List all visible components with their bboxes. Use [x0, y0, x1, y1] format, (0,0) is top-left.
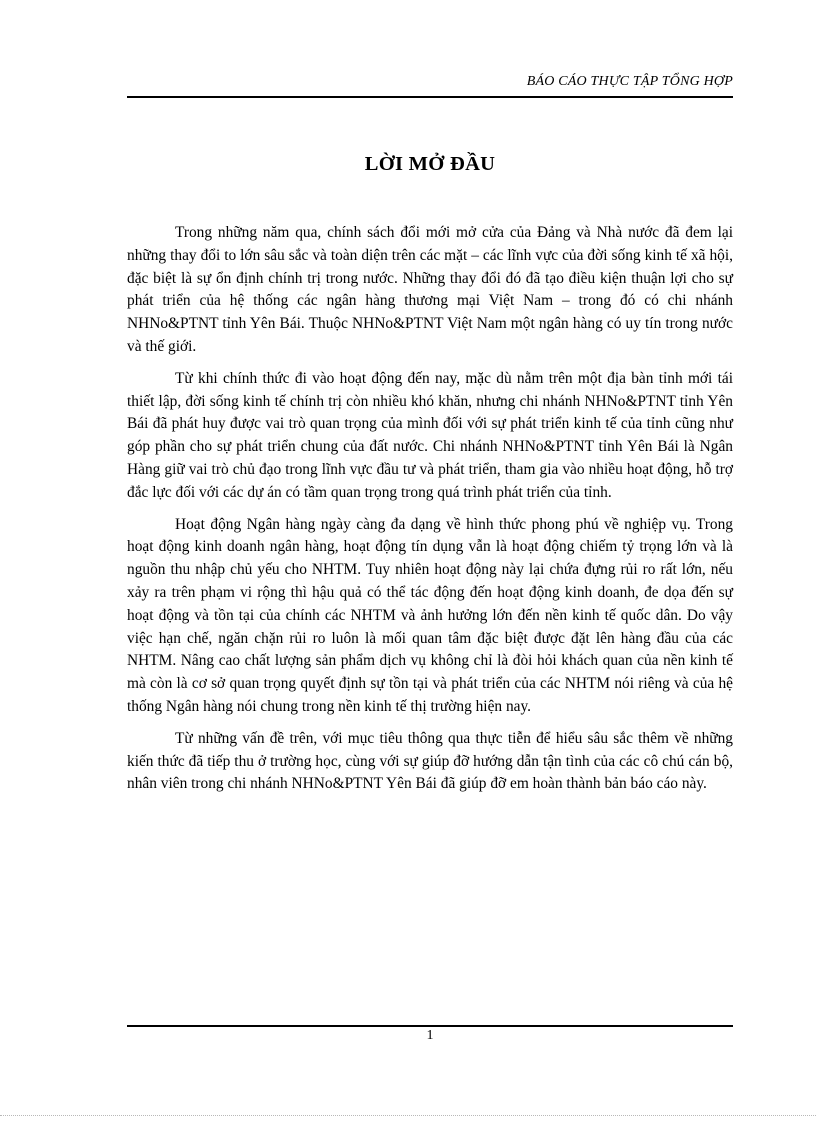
- paragraph-1: Trong những năm qua, chính sách đổi mới mở cửa của Đảng và Nhà nước đã đem lại những thay đổi to lớn sâu sắc và toàn diện trên các mặt – các lĩnh vực của đời sống kinh tế xã hội, đặc biệt là sự ổn định chính trị trong nước. Những thay đổi đó đã tạo điều kiện thuận lợi cho sự phát triển của hệ thống các ngân hàng thương mại Việt Nam – trong đó có chi nhánh NHNo&PTNT tỉnh Yên Bái. Thuộc NHNo&PTNT Việt Nam một ngân hàng có uy tín trong nước và thế giới.: [127, 224, 733, 355]
- paragraph-3: Hoạt động Ngân hàng ngày càng đa dạng về hình thức phong phú về nghiệp vụ. Trong hoạt động kinh doanh ngân hàng, hoạt động tín dụng vẫn là hoạt động chiếm tỷ trọng lớn và là nguồn thu nhập chủ yếu cho NHTM. Tuy nhiên hoạt động này lại chứa đựng rủi ro rất lớn, nếu xảy ra trên phạm vi rộng thì hậu quả có thể tác động đến hoạt động kinh doanh, đe dọa đến sự hoạt động và tồn tại của chính các NHTM và ảnh hưởng lớn đến nền kinh tế quốc dân. Do vậy việc hạn chế, ngăn chặn rủi ro luôn là mối quan tâm đặc biệt được đặt lên hàng đầu của các NHTM. Nâng cao chất lượng sản phẩm dịch vụ không chỉ là đòi hỏi khách quan của nền kinh tế mà còn là cơ sở quan trọng quyết định sự tồn tại và phát triển của các NHTM nói riêng và của hệ thống Ngân hàng nói chung trong nền kinh tế thị trường hiện nay.: [127, 515, 733, 715]
- footer-rule: [127, 1025, 733, 1027]
- header-rule: [127, 96, 733, 98]
- page-number: 1: [426, 1028, 434, 1043]
- body-text: [127, 222, 733, 805]
- running-header: BÁO CÁO THỰC TẬP TỔNG HỢP: [526, 74, 733, 89]
- paragraph-4: Từ những vấn đề trên, với mục tiêu thông qua thực tiễn để hiểu sâu sắc thêm về những kiến thức đã tiếp thu ở trường học, cùng với sự giúp đỡ hướng dẫn tận tình của các cô chú cán bộ, nhân viên trong chi nhánh NHNo&PTNT Yên Bái đã giúp đỡ em hoàn thành bản báo cáo này.: [127, 729, 733, 793]
- page-edge-divider: [0, 1115, 816, 1116]
- page-title: LỜI MỞ ĐẦU: [364, 153, 496, 175]
- paragraph-2: Từ khi chính thức đi vào hoạt động đến nay, mặc dù nằm trên một địa bàn tỉnh mới tái thiết lập, đời sống kinh tế chính trị còn nhiều khó khăn, nhưng chi nhánh NHNo&PTNT tỉnh Yên Bái đã phát huy được vai trò quan trọng của mình đối với sự phát triển kinh tế của tỉnh cũng như góp phần cho sự phát triển chung của đất nước. Chi nhánh NHNo&PTNT tỉnh Yên Bái là Ngân Hàng giữ vai trò chủ đạo trong lĩnh vực đầu tư và phát triển, tham gia vào nhiều hoạt động, hỗ trợ đắc lực đối với các dự án có tầm quan trọng trong quá trình phát triển của tỉnh.: [127, 369, 733, 501]
